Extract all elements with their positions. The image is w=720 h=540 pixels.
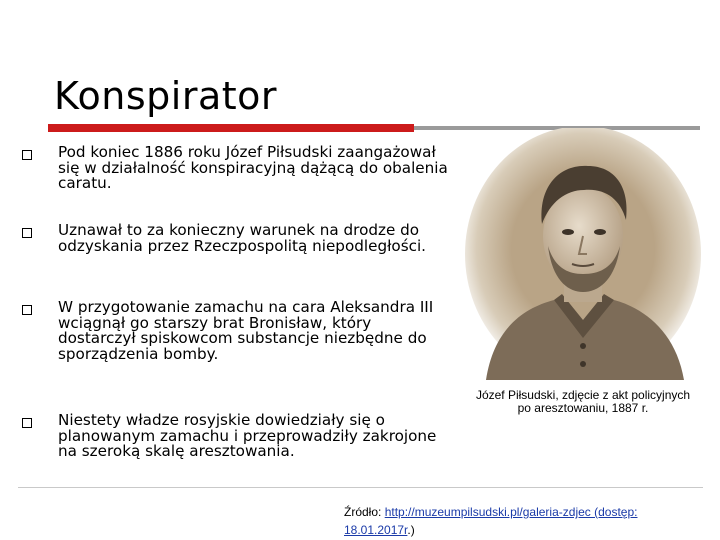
slide-title: Konspirator [54, 74, 278, 118]
title-rule-red [48, 124, 414, 132]
source-prefix: Źródło: [344, 505, 385, 519]
bullet-text: Pod koniec 1886 roku Józef Piłsudski zaangażował się w działalność konspiracyjną dążącą do obalenia caratu. [58, 143, 448, 192]
footer-rule [18, 487, 703, 488]
source-suffix: .) [407, 523, 415, 537]
bullet-text: Uznawał to za konieczny warunek na drodze do odzyskania przez Rzeczpospolitą niepodległości. [58, 221, 427, 255]
square-bullet-icon [22, 150, 32, 160]
photo-caption: Józef Piłsudski, zdjęcie z akt policyjnych po aresztowaniu, 1887 r. [475, 388, 691, 415]
bullet-text: Niestety władze rosyjskie dowiedziały się o planowanym zamachu i przeprowadziły zakrojone na szeroką skalę aresztowania. [58, 411, 437, 460]
square-bullet-icon [22, 228, 32, 238]
square-bullet-icon [22, 418, 32, 428]
bullet-text: W przygotowanie zamachu na cara Aleksandra III wciągnął go starszy brat Bronisław, który dostarczył spiskowcom substancje niezbędne do sporządzenia bomby. [58, 298, 434, 363]
source-note [344, 503, 674, 539]
portrait-photo [464, 128, 702, 380]
square-bullet-icon [22, 305, 32, 315]
source-link[interactable]: http://muzeumpilsudski.pl/galeria-zdjec (dostęp: 18.01.2017r [344, 505, 638, 537]
